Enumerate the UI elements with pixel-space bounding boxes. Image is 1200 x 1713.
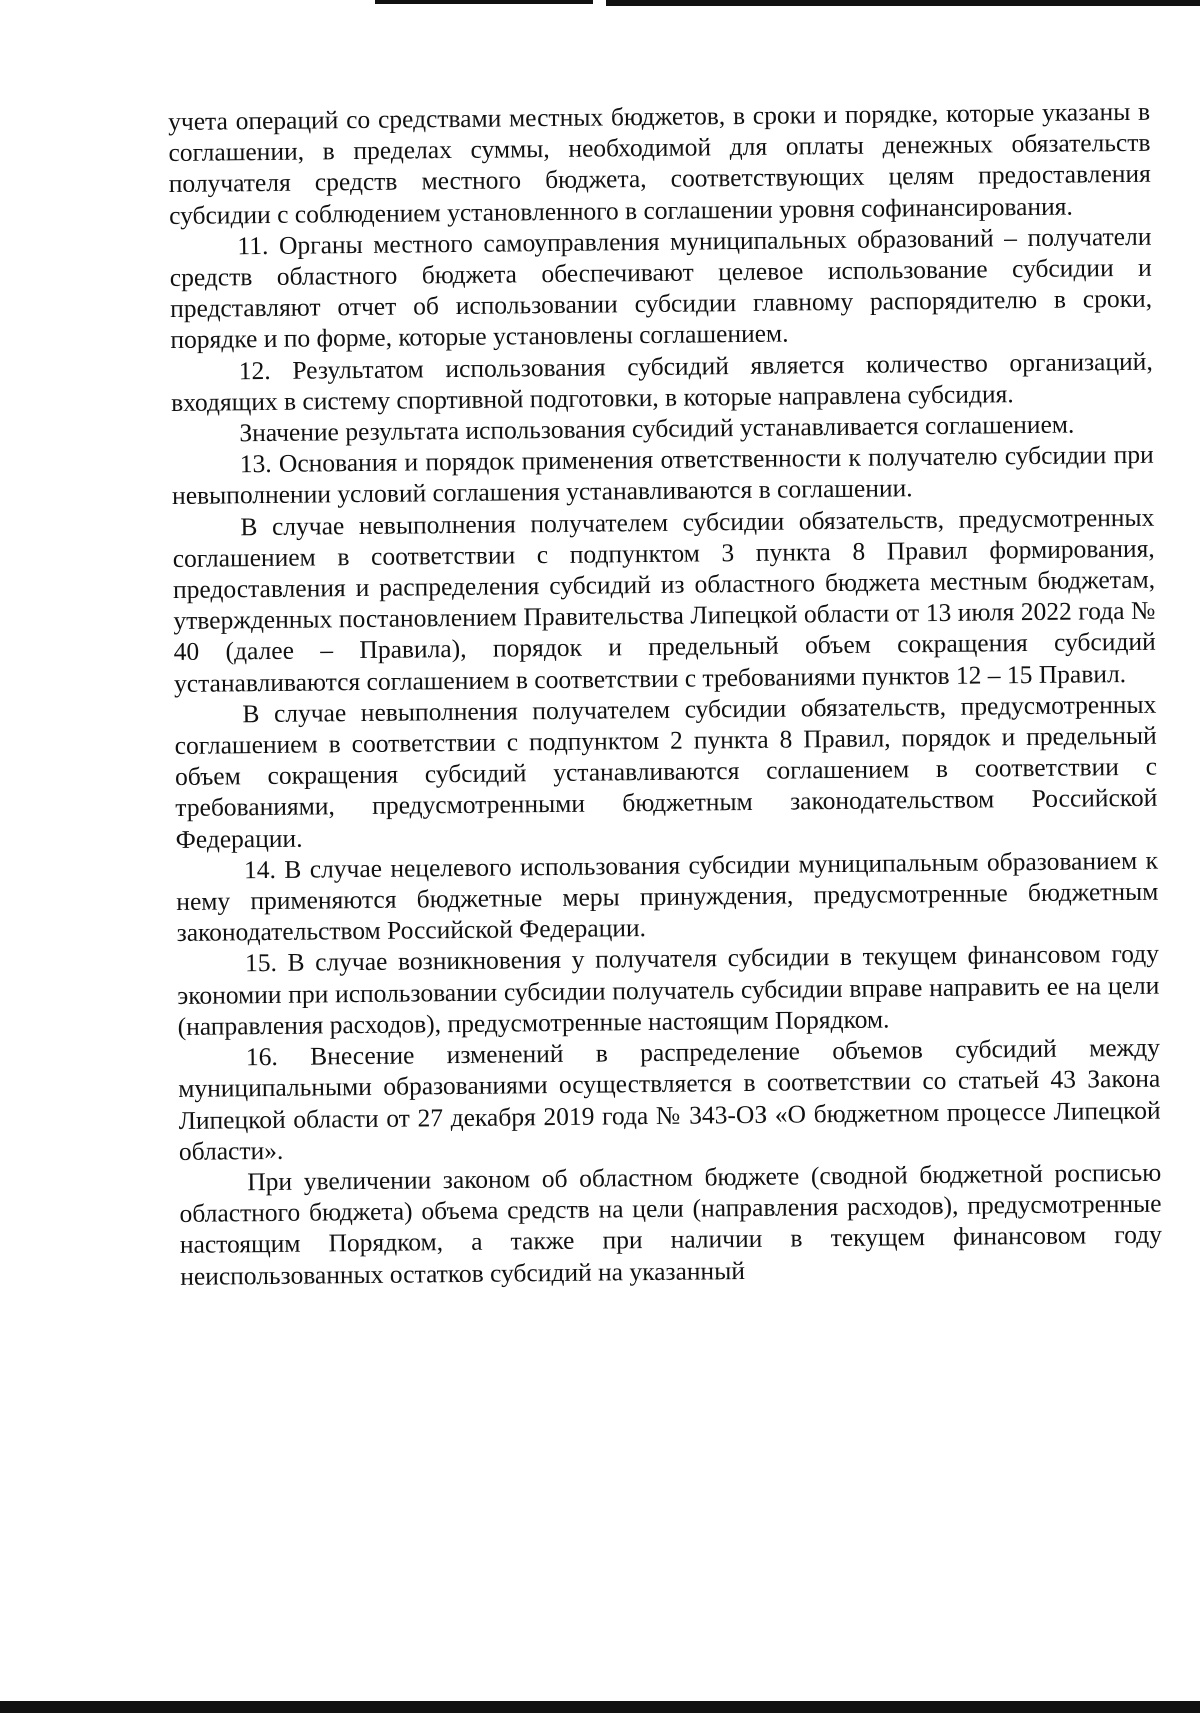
- paragraph-13: 13. Основания и порядок применения ответственности к получателю субсидии при невыполнении условий соглашения устанавливаются в соглашении.: [171, 439, 1154, 511]
- paragraph-16: 16. Внесение изменений в распределение объемов субсидий между муниципальными образованиями осуществляется в соответствии со статьей 43 Закона Липецкой области от 27 декабря 2019 года № 343-ОЗ «О бюджетном процессе Липецкой области».: [178, 1032, 1161, 1166]
- paragraph-13-subparagraph-3: В случае невыполнения получателем субсидии обязательств, предусмотренных соглашением в соответствии с подпунктом 3 пункта 8 Правил формирования, предоставления и распределения субсидий из областного бюджета местным бюджетам, утвержденных постановлением Правительства Липецкой области от 13 июля 2022 года № 40 (далее – Правила), порядок и предельный объем сокращения субсидий устанавливаются соглашением в соответствии с требованиями пунктов 12 – 15 Правил.: [172, 502, 1156, 698]
- scan-edge-top-left: [375, 0, 593, 4]
- paragraph-14: 14. В случае нецелевого использования субсидии муниципальным образованием к нему применяются бюджетные меры принуждения, предусмотренные бюджетным законодательством Российской Федерации.: [176, 845, 1159, 948]
- paragraph-16-increase: При увеличении законом об областном бюджете (сводной бюджетной росписью областного бюджета) объема средств на цели (направления расходов), предусмотренные настоящим Порядком, а также при наличии в текущем финансовом году неиспользованных остатков субсидий на указанный: [179, 1157, 1163, 1291]
- paragraph-12: 12. Результатом использования субсидий является количество организаций, входящих в систему спортивной подготовки, в которые направлена субсидия.: [170, 346, 1153, 417]
- scan-edge-top-right: [606, 0, 1200, 6]
- document-page: [168, 96, 1162, 1292]
- paragraph-continuation: учета операций со средствами местных бюджетов, в сроки и порядке, которые указаны в соглашении, в пределах суммы, необходимой для оплаты денежных обязательств получателя средств местного бюджета, соответствующих целям предоставления субсидии с соблюдением установленного в соглашении уровня софинансирования.: [168, 96, 1151, 230]
- paragraph-11: 11. Органы местного самоуправления муниципальных образований – получатели средств областного бюджета обеспечивают целевое использование субсидии и представляют отчет об использовании субсидии главному распорядителю в сроки, порядке и по форме, которые установлены соглашением.: [169, 221, 1153, 355]
- paragraph-12-result-value: Значение результата использования субсидий устанавливается соглашением.: [239, 409, 1075, 448]
- scan-edge-bottom: [0, 1701, 1200, 1713]
- paragraph-15: 15. В случае возникновения у получателя субсидии в текущем финансовом году экономии при использовании субсидии получатель субсидии вправе направить ее на цели (направления расходов), предусмотренные настоящим Порядком.: [177, 939, 1160, 1041]
- paragraph-13-subparagraph-2: В случае невыполнения получателем субсидии обязательств, предусмотренных соглашением в соответствии с подпунктом 2 пункта 8 Правил, порядок и предельный объем сокращения субсидий устанавливаются соглашением в соответствии с требованиями, предусмотренными бюджетным законодательством Российской Федерации.: [174, 689, 1158, 854]
